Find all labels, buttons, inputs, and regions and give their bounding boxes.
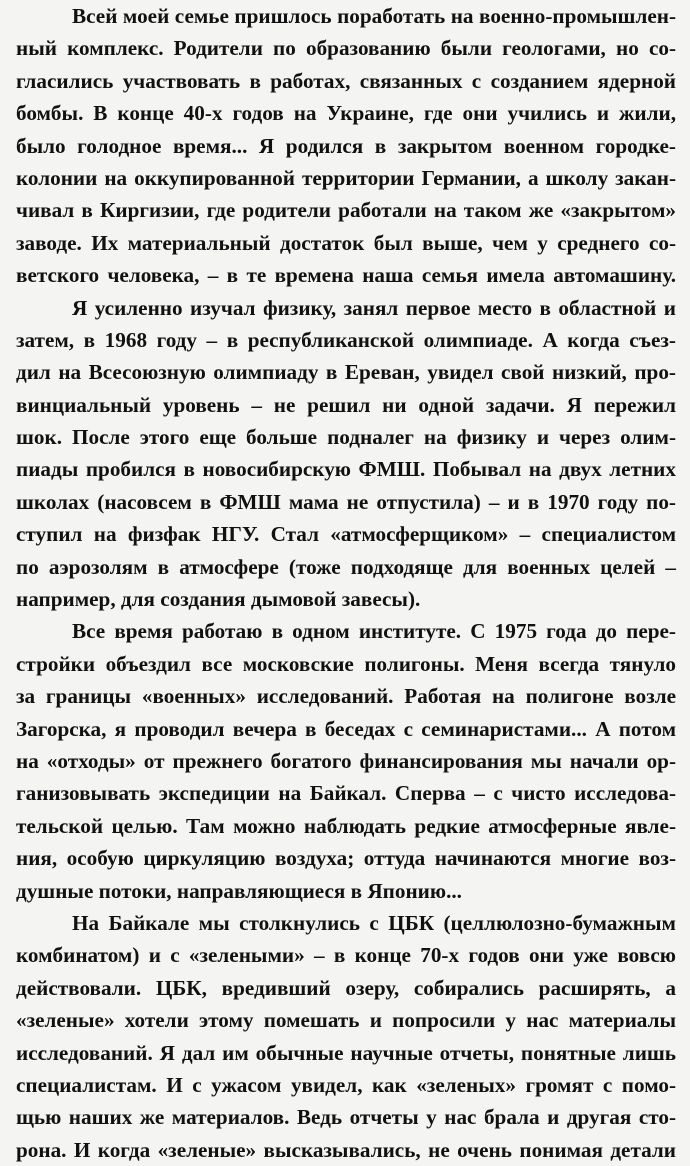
text-line: тельской целью. Там можно наблюдать редкие атмосферные явле- <box>16 813 676 838</box>
text-line: Все время работаю в одном институте. С 1975 года до пере- <box>72 619 676 644</box>
text-line: по аэрозолям в атмосфере (тоже подходяще для военных целей – <box>16 554 676 579</box>
paragraph-3 <box>16 615 676 907</box>
text-line: дил на Всесоюзную олимпиаду в Ереван, увидел свой низкий, про- <box>16 360 676 385</box>
paragraph-4 <box>16 907 676 1166</box>
text-line: затем, в 1968 году – в республиканской олимпиаде. А когда съез- <box>16 327 676 352</box>
text-line: было голодное время... Я родился в закрытом военном городке- <box>16 133 676 158</box>
document-page <box>16 0 676 1162</box>
text-line: на «отходы» от прежнего богатого финансирования мы начали ор- <box>16 748 676 773</box>
text-line: например, для создания дымовой завесы). <box>16 587 421 612</box>
text-line: Загорска, я проводил вечера в беседах с семинаристами... А потом <box>16 716 676 741</box>
paragraph-2 <box>16 292 676 616</box>
text-line: душные потоки, направляющиеся в Японию... <box>16 878 462 903</box>
text-line: ветского человека, – в те времена наша семья имела автомашину. <box>16 263 676 288</box>
text-line: На Байкале мы столкнулись с ЦБК (целлюлозно-бумажным <box>72 910 676 935</box>
text-line: пиады пробился в новосибирскую ФМШ. Побывал на двух летних <box>16 457 676 482</box>
text-line: «зеленые» хотели этому помешать и попросили у нас материалы <box>16 1008 676 1033</box>
paragraph-1 <box>16 0 676 292</box>
text-line: щью наших же материалов. Ведь отчеты у нас брала и другая сто- <box>16 1105 676 1130</box>
text-line: заводе. Их материальный достаток был выше, чем у среднего со- <box>16 230 676 255</box>
text-line: рона. И когда «зеленые» высказывались, не очень понимая детали <box>16 1137 676 1162</box>
text-line: Всей моей семье пришлось поработать на военно-промышлен- <box>72 4 676 28</box>
text-line: школах (насовсем в ФМШ мама не отпустила) – и в 1970 году по- <box>16 489 676 514</box>
text-line: колонии на оккупированной территории Германии, а школу закан- <box>16 165 676 190</box>
text-line: за границы «военных» исследований. Работая на полигоне возле <box>16 684 676 709</box>
text-line: ганизовывать экспедиции на Байкал. Сперва – с чисто исследова- <box>16 781 676 806</box>
text-line: шок. После этого еще больше подналег на физику и через олим- <box>16 425 676 450</box>
text-line: Я усиленно изучал физику, занял первое место в областной и <box>72 295 676 320</box>
text-line: комбинатом) и с «зелеными» – в конце 70-х годов они уже вовсю <box>16 943 676 968</box>
text-line: гласились участвовать в работах, связанных с созданием ядерной <box>16 68 676 93</box>
text-line: ния, особую циркуляцию воздуха; оттуда начинаются многие воз- <box>16 846 676 871</box>
text-line: винциальный уровень – не решил ни одной задачи. Я пережил <box>16 392 676 417</box>
text-line: бомбы. В конце 40-х годов на Украине, где они учились и жили, <box>16 101 676 126</box>
text-line: чивал в Киргизии, где родители работали на таком же «закрытом» <box>16 198 676 223</box>
text-line: ный комплекс. Родители по образованию были геологами, но со- <box>16 36 676 61</box>
text-line: стройки объездил все московские полигоны. Меня всегда тянуло <box>16 651 676 676</box>
text-line: специалистам. И с ужасом увидел, как «зеленых» громят с помо- <box>16 1072 676 1097</box>
text-line: действовали. ЦБК, вредивший озеру, собирались расширять, а <box>16 975 676 1000</box>
text-line: исследований. Я дал им обычные научные отчеты, понятные лишь <box>16 1040 676 1065</box>
text-line: ступил на физфак НГУ. Стал «атмосферщиком» – специалистом <box>16 522 676 547</box>
